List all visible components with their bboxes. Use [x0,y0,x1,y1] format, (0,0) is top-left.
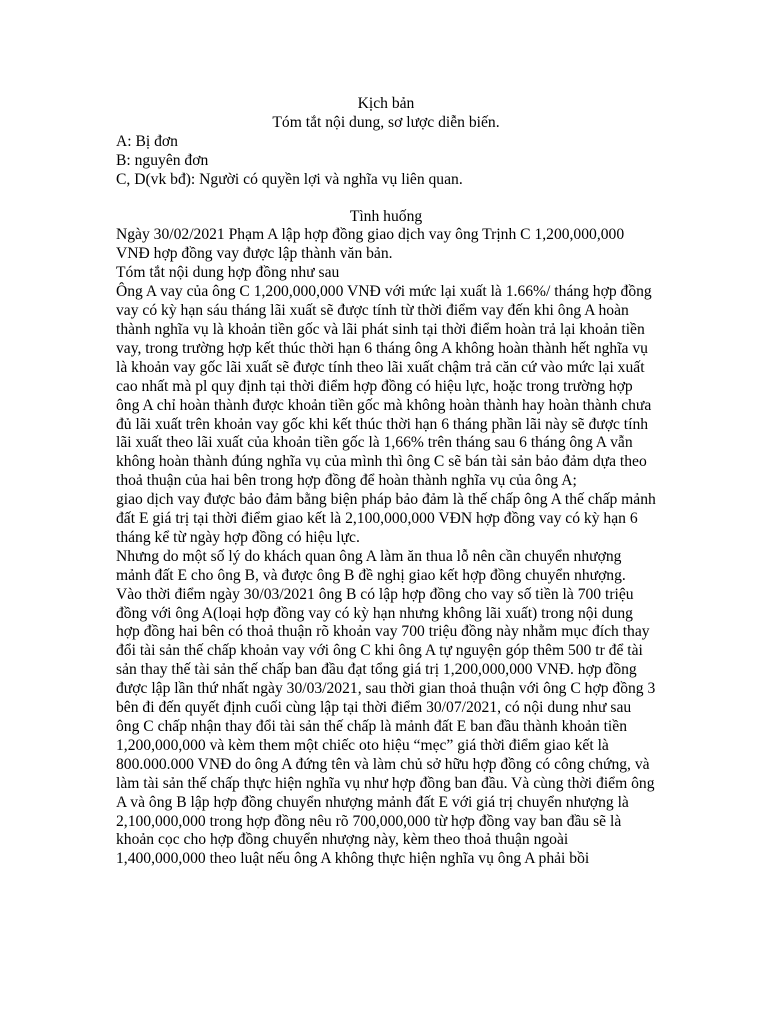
document-body [116,95,656,869]
paragraph-b-loan-contract: Vào thời điểm ngày 30/03/2021 ông B có lập hợp đồng cho vay số tiền là 700 triệu đồng với ông A(loại hợp đồng vay có kỳ hạn nhưng không lãi xuất) trong nội dung hợp đồng hai bên có thoả thuận rõ khoản vay 700 triệu đồng này nhằm mục đích thay đổi tài sản thế chấp khoản vay với ông C khi ông A tự nguyện góp thêm 500 tr để tài sản thay thế tài sản thế chấp ban đầu đạt tổng giá trị 1,200,000,000 VNĐ. hợp đồng được lập lần thứ nhất ngày 30/03/2021, sau thời gian thoả thuận với ông C hợp đồng 3 bên đi đến quyết định cuối cùng lập tại thời điểm 30/07/2021, có nội dung như sau ông C chấp nhận thay đổi tài sản thế chấp là mảnh đất E ban đầu thành khoản tiền 1,200,000,000 và kèm them một chiếc oto hiệu “mẹc” giá thời điểm giao kết là 800.000.000 VNĐ do ông A đứng tên và làm chủ sở hữu hợp đồng có công chứng, và làm tài sản thế chấp thực hiện nghĩa vụ như hợp đồng ban đầu. Và cùng thời điểm ông A và ông B lập hợp đồng chuyển nhượng mảnh đất E với giá trị chuyển nhượng là 2,100,000,000 trong hợp đồng nêu rõ 700,000,000 từ hợp đồng vay ban đầu sẽ là khoản cọc cho hợp đồng chuyển nhượng này, kèm theo thoả thuận ngoài 1,400,000,000 theo luật nếu ông A không thực hiện nghĩa vụ ông A phải bồi [116,585,656,868]
spacer [116,190,656,208]
paragraph-transfer-reason: Nhưng do một số lý do khách quan ông A làm ăn thua lỗ nên cần chuyển nhượng mảnh đất E cho ông B, và được ông B đề nghị giao kết hợp đồng chuyển nhượng. [116,547,626,584]
document-subtitle: Tóm tắt nội dung, sơ lược diễn biến. [272,113,500,131]
section-heading: Tình huống [349,207,423,225]
document-title: Kịch bản [357,95,415,112]
party-c-d: C, D(vk bđ): Người có quyền lợi và nghĩa vụ liên quan. [116,170,463,188]
paragraph-collateral: giao dịch vay được bảo đảm bằng biện pháp bảo đảm là thế chấp ông A thế chấp mảnh đất E giá trị tại thời điểm giao kết là 2,100,000,000 VĐN hợp đồng vay có kỳ hạn 6 tháng kể từ ngày hợp đồng có hiệu lực. [116,491,656,546]
paragraph-loan-terms: Ông A vay của ông C 1,200,000,000 VNĐ với mức lại xuất là 1.66%/ tháng hợp đồng vay có kỳ hạn sáu tháng lãi xuất sẽ được tính từ thời điểm vay đến khi ông A hoàn thành nghĩa vụ là khoản tiền gốc và lãi phát sinh tại thời điểm hoàn trả lại khoản tiền vay, trong trường hợp kết thúc thời hạn 6 tháng ông A không hoàn thành hết nghĩa vụ là khoản vay gốc lãi xuất sẽ được tính theo lãi xuất chậm trả căn cứ vào mức lại xuất cao nhất mà pl quy định tại thời điểm hợp đồng có hiệu lực, hoặc trong trường hợp ông A chỉ hoàn thành được khoản tiền gốc mà không hoàn thành hay hoàn thành chưa đủ lãi xuất trên khoản vay gốc khi kết thúc thời hạn 6 tháng phần lãi này sẽ được tính lãi xuất theo lãi xuất của khoản tiền gốc là 1,66% trên tháng sau 6 tháng ông A vẫn không hoàn thành đúng nghĩa vụ của mình thì ông C sẽ bán tài sản bảo đảm dựa theo thoả thuận của hai bên trong hợp đồng để hoàn thành nghĩa vụ của ông A; [116,283,652,490]
paragraph-summary-intro: Tóm tắt nội dung hợp đồng như sau [116,264,340,282]
paragraph-loan-date: Ngày 30/02/2021 Phạm A lập hợp đồng giao dịch vay ông Trịnh C 1,200,000,000 VNĐ hợp đồng vay được lập thành văn bản. [116,226,625,263]
party-a: A: Bị đơn [116,132,178,150]
party-b: B: nguyên đơn [116,151,209,169]
